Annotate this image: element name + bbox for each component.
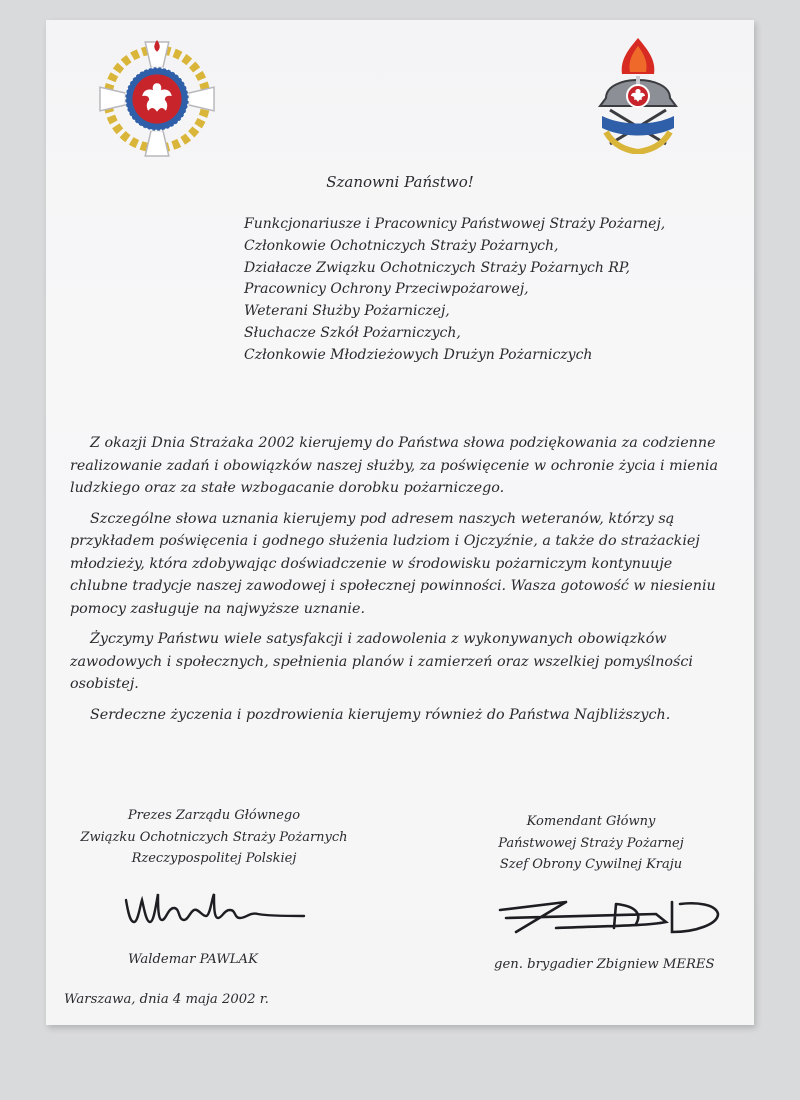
signatory-left-title bbox=[54, 805, 374, 870]
signatory-right-name: gen. brygadier Zbigniew MERES bbox=[494, 957, 715, 972]
addressee-list bbox=[244, 214, 665, 367]
state-fire-service-emblem-icon bbox=[592, 36, 684, 154]
body-paragraph-4: Serdeczne życzenia i pozdrowienia kierujemy również do Państwa Najbliższych. bbox=[90, 706, 671, 723]
addressee-line: Weterani Służby Pożarniczej, bbox=[244, 303, 450, 320]
addressee-line: Słuchacze Szkół Pożarniczych, bbox=[244, 324, 461, 341]
letter-page bbox=[46, 20, 754, 1025]
volunteer-fire-brigade-emblem-icon bbox=[98, 40, 216, 158]
signatory-title-line: Państwowej Straży Pożarnej bbox=[498, 835, 684, 851]
signature-left-icon bbox=[118, 886, 308, 934]
addressee-line: Członkowie Ochotniczych Straży Pożarnych, bbox=[244, 237, 559, 254]
signatory-title-line: Rzeczypospolitej Polskiej bbox=[131, 851, 297, 866]
body-paragraph-2: Szczególne słowa uznania kierujemy pod adresem naszych weteranów, którzy są przykładem poświęcenia i godnego służenia ludziom i Ojczyźnie, a także do strażackiej młodzieży, która zdobywając doświadczenie w środowisku pożarniczym kontynuuje chlubne tradycje naszej zawodowej i społecznej powinności. Wasza gotowość w niesieniu pomocy zasługuje na najwyższe uznanie. bbox=[70, 510, 716, 617]
signatory-title-line: Komendant Główny bbox=[526, 814, 656, 829]
addressee-line: Funkcjonariusze i Pracownicy Państwowej Straży Pożarnej, bbox=[244, 216, 666, 232]
signatory-title-line: Szef Obrony Cywilnej Kraju bbox=[499, 857, 683, 872]
place-and-date: Warszawa, dnia 4 maja 2002 r. bbox=[64, 992, 269, 1007]
addressee-line: Członkowie Młodzieżowych Drużyn Pożarniczych bbox=[244, 346, 593, 363]
letter-body bbox=[70, 432, 720, 726]
body-paragraph-3: Życzymy Państwu wiele satysfakcji i zadowolenia z wykonywanych obowiązków zawodowych i społecznych, spełnienia planów i zamierzeń oraz wszelkiej pomyślności osobistej. bbox=[70, 631, 693, 692]
signatory-title-line: Prezes Zarządu Głównego bbox=[127, 808, 301, 823]
signatory-left-name: Waldemar PAWLAK bbox=[128, 952, 258, 967]
addressee-line: Działacze Związku Ochotniczych Straży Pożarnych RP, bbox=[244, 259, 630, 276]
body-paragraph-1: Z okazji Dnia Strażaka 2002 kierujemy do Państwa słowa podziękowania za codzienne realizowanie zadań i obowiązków naszej służby, za poświęcenie w ochronie życia i mienia ludzkiego oraz za stałe wzbogacanie dorobku pożarniczego. bbox=[70, 435, 719, 496]
signature-right-icon bbox=[496, 892, 726, 940]
addressee-line: Pracownicy Ochrony Przeciwpożarowej, bbox=[244, 281, 529, 298]
signatory-right-title bbox=[436, 811, 746, 876]
signatory-title-line: Związku Ochotniczych Straży Pożarnych bbox=[80, 829, 348, 845]
greeting: Szanowni Państwo! bbox=[326, 173, 474, 191]
